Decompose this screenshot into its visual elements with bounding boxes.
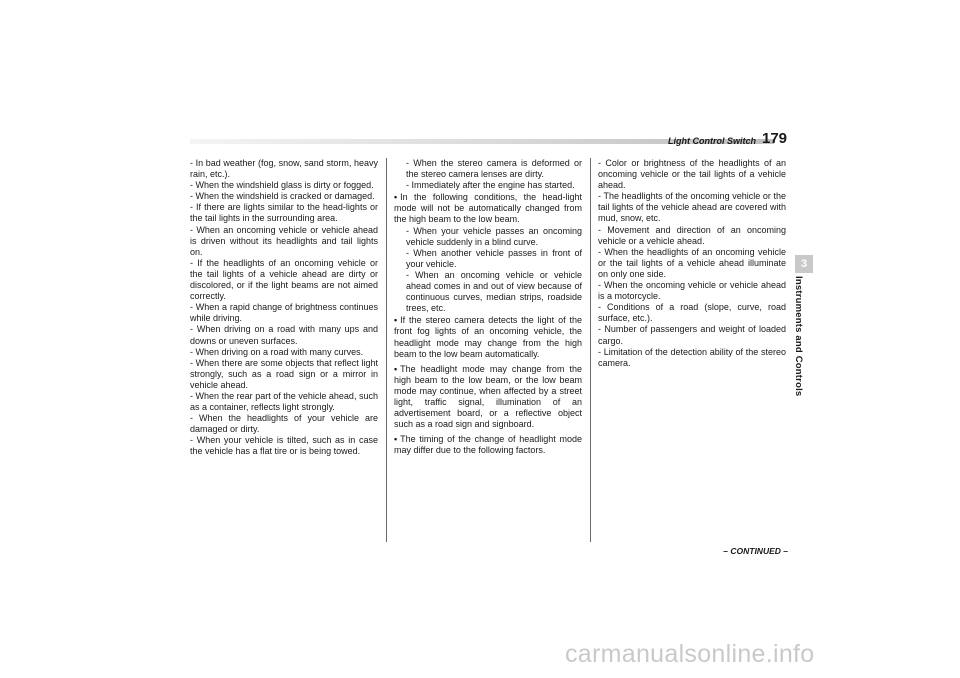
condition-item: - In bad weather (fog, snow, sand storm, heavy rain, etc.). xyxy=(190,158,378,180)
condition-item: - Limitation of the detection ability of the stereo camera. xyxy=(598,346,786,368)
bullet-text: If the stereo camera detects the light of the front fog lights of an oncoming vehicle, the headlight mode may change from the high beam to the low beam automatically. xyxy=(394,315,582,359)
condition-item: - When another vehicle passes in front of your vehicle. xyxy=(406,247,582,269)
bullet-paragraph xyxy=(394,192,582,225)
bullet-text: The headlight mode may change from the high beam to the low beam, or the low beam mode may continue, when affected by a street light, traffic signal, illumination of an advertisement board, or a reflective object such as a road sign and signboard. xyxy=(394,363,582,430)
bullet-icon: • xyxy=(394,434,398,445)
bullet-text: The timing of the change of headlight mode may differ due to the following factors. xyxy=(394,434,582,456)
condition-item: - Conditions of a road (slope, curve, road surface, etc.). xyxy=(598,302,786,324)
bullet-text: In the following conditions, the head-light mode will not be automatically changed from the high beam to the low beam. xyxy=(394,192,582,225)
column-divider xyxy=(590,158,591,542)
condition-item: - When the headlights of an oncoming vehicle or the tail lights of a vehicle ahead illuminate on only one side. xyxy=(598,246,786,279)
condition-item: - If the headlights of an oncoming vehicle or the tail lights of a vehicle ahead are dirty or discolored, or if the light beams are not aimed correctly. xyxy=(190,257,378,302)
condition-item: - When the oncoming vehicle or vehicle ahead is a motorcycle. xyxy=(598,280,786,302)
left-column xyxy=(190,158,378,458)
condition-item: - The headlights of the oncoming vehicle or the tail lights of the vehicle ahead are covered with mud, snow, etc. xyxy=(598,191,786,224)
condition-item: - Number of passengers and weight of loaded cargo. xyxy=(598,324,786,346)
condition-item: - Movement and direction of an oncoming vehicle or a vehicle ahead. xyxy=(598,224,786,246)
bullet-icon: • xyxy=(394,315,398,326)
bullet-icon: • xyxy=(394,192,398,203)
bullet-icon: • xyxy=(394,363,398,374)
condition-item: - When the windshield glass is dirty or fogged. xyxy=(190,180,374,191)
middle-column xyxy=(394,158,582,456)
condition-item: - When your vehicle is tilted, such as in case the vehicle has a flat tire or is being towed. xyxy=(190,435,378,457)
condition-item: - When driving on a road with many curves. xyxy=(190,346,364,357)
condition-item: - When an oncoming vehicle or vehicle ahead comes in and out of view because of continuous curves, median strips, roadside trees, etc. xyxy=(406,269,582,314)
section-title: Light Control Switch xyxy=(668,136,756,146)
condition-item: - When there are some objects that reflect light strongly, such as a road sign or a mirror in vehicle ahead. xyxy=(190,357,378,390)
condition-item: - When driving on a road with many ups and downs or uneven surfaces. xyxy=(190,324,378,346)
condition-item: - When the windshield is cracked or damaged. xyxy=(190,191,375,202)
page-number: 179 xyxy=(762,130,788,147)
chapter-number-tab: 3 xyxy=(795,255,813,273)
condition-item: - When the headlights of your vehicle are damaged or dirty. xyxy=(190,413,378,435)
condition-item: - If there are lights similar to the head-lights or the tail lights in the surrounding area. xyxy=(190,202,378,224)
condition-item: - Immediately after the engine has started. xyxy=(406,180,575,191)
condition-item: - When an oncoming vehicle or vehicle ahead is driven without its headlights and tail lights on. xyxy=(190,224,378,257)
right-column xyxy=(598,158,786,369)
condition-item: - When the rear part of the vehicle ahead, such as a container, reflects light strongly. xyxy=(190,390,378,413)
condition-item: - When a rapid change of brightness continues while driving. xyxy=(190,302,378,324)
bullet-paragraph xyxy=(394,364,582,431)
chapter-title: Instruments and Controls xyxy=(793,276,804,397)
continued-label: – CONTINUED – xyxy=(723,546,788,556)
column-divider xyxy=(386,158,387,542)
bullet-paragraph xyxy=(394,315,582,359)
condition-item: - When your vehicle passes an oncoming vehicle suddenly in a blind curve. xyxy=(406,225,582,247)
bullet-paragraph xyxy=(394,434,582,456)
condition-item: - When the stereo camera is deformed or the stereo camera lenses are dirty. xyxy=(406,158,582,180)
watermark: carmanualsonline.info xyxy=(565,640,815,668)
condition-item: - Color or brightness of the headlights of an oncoming vehicle or the tail lights of a vehicle ahead. xyxy=(598,158,786,191)
